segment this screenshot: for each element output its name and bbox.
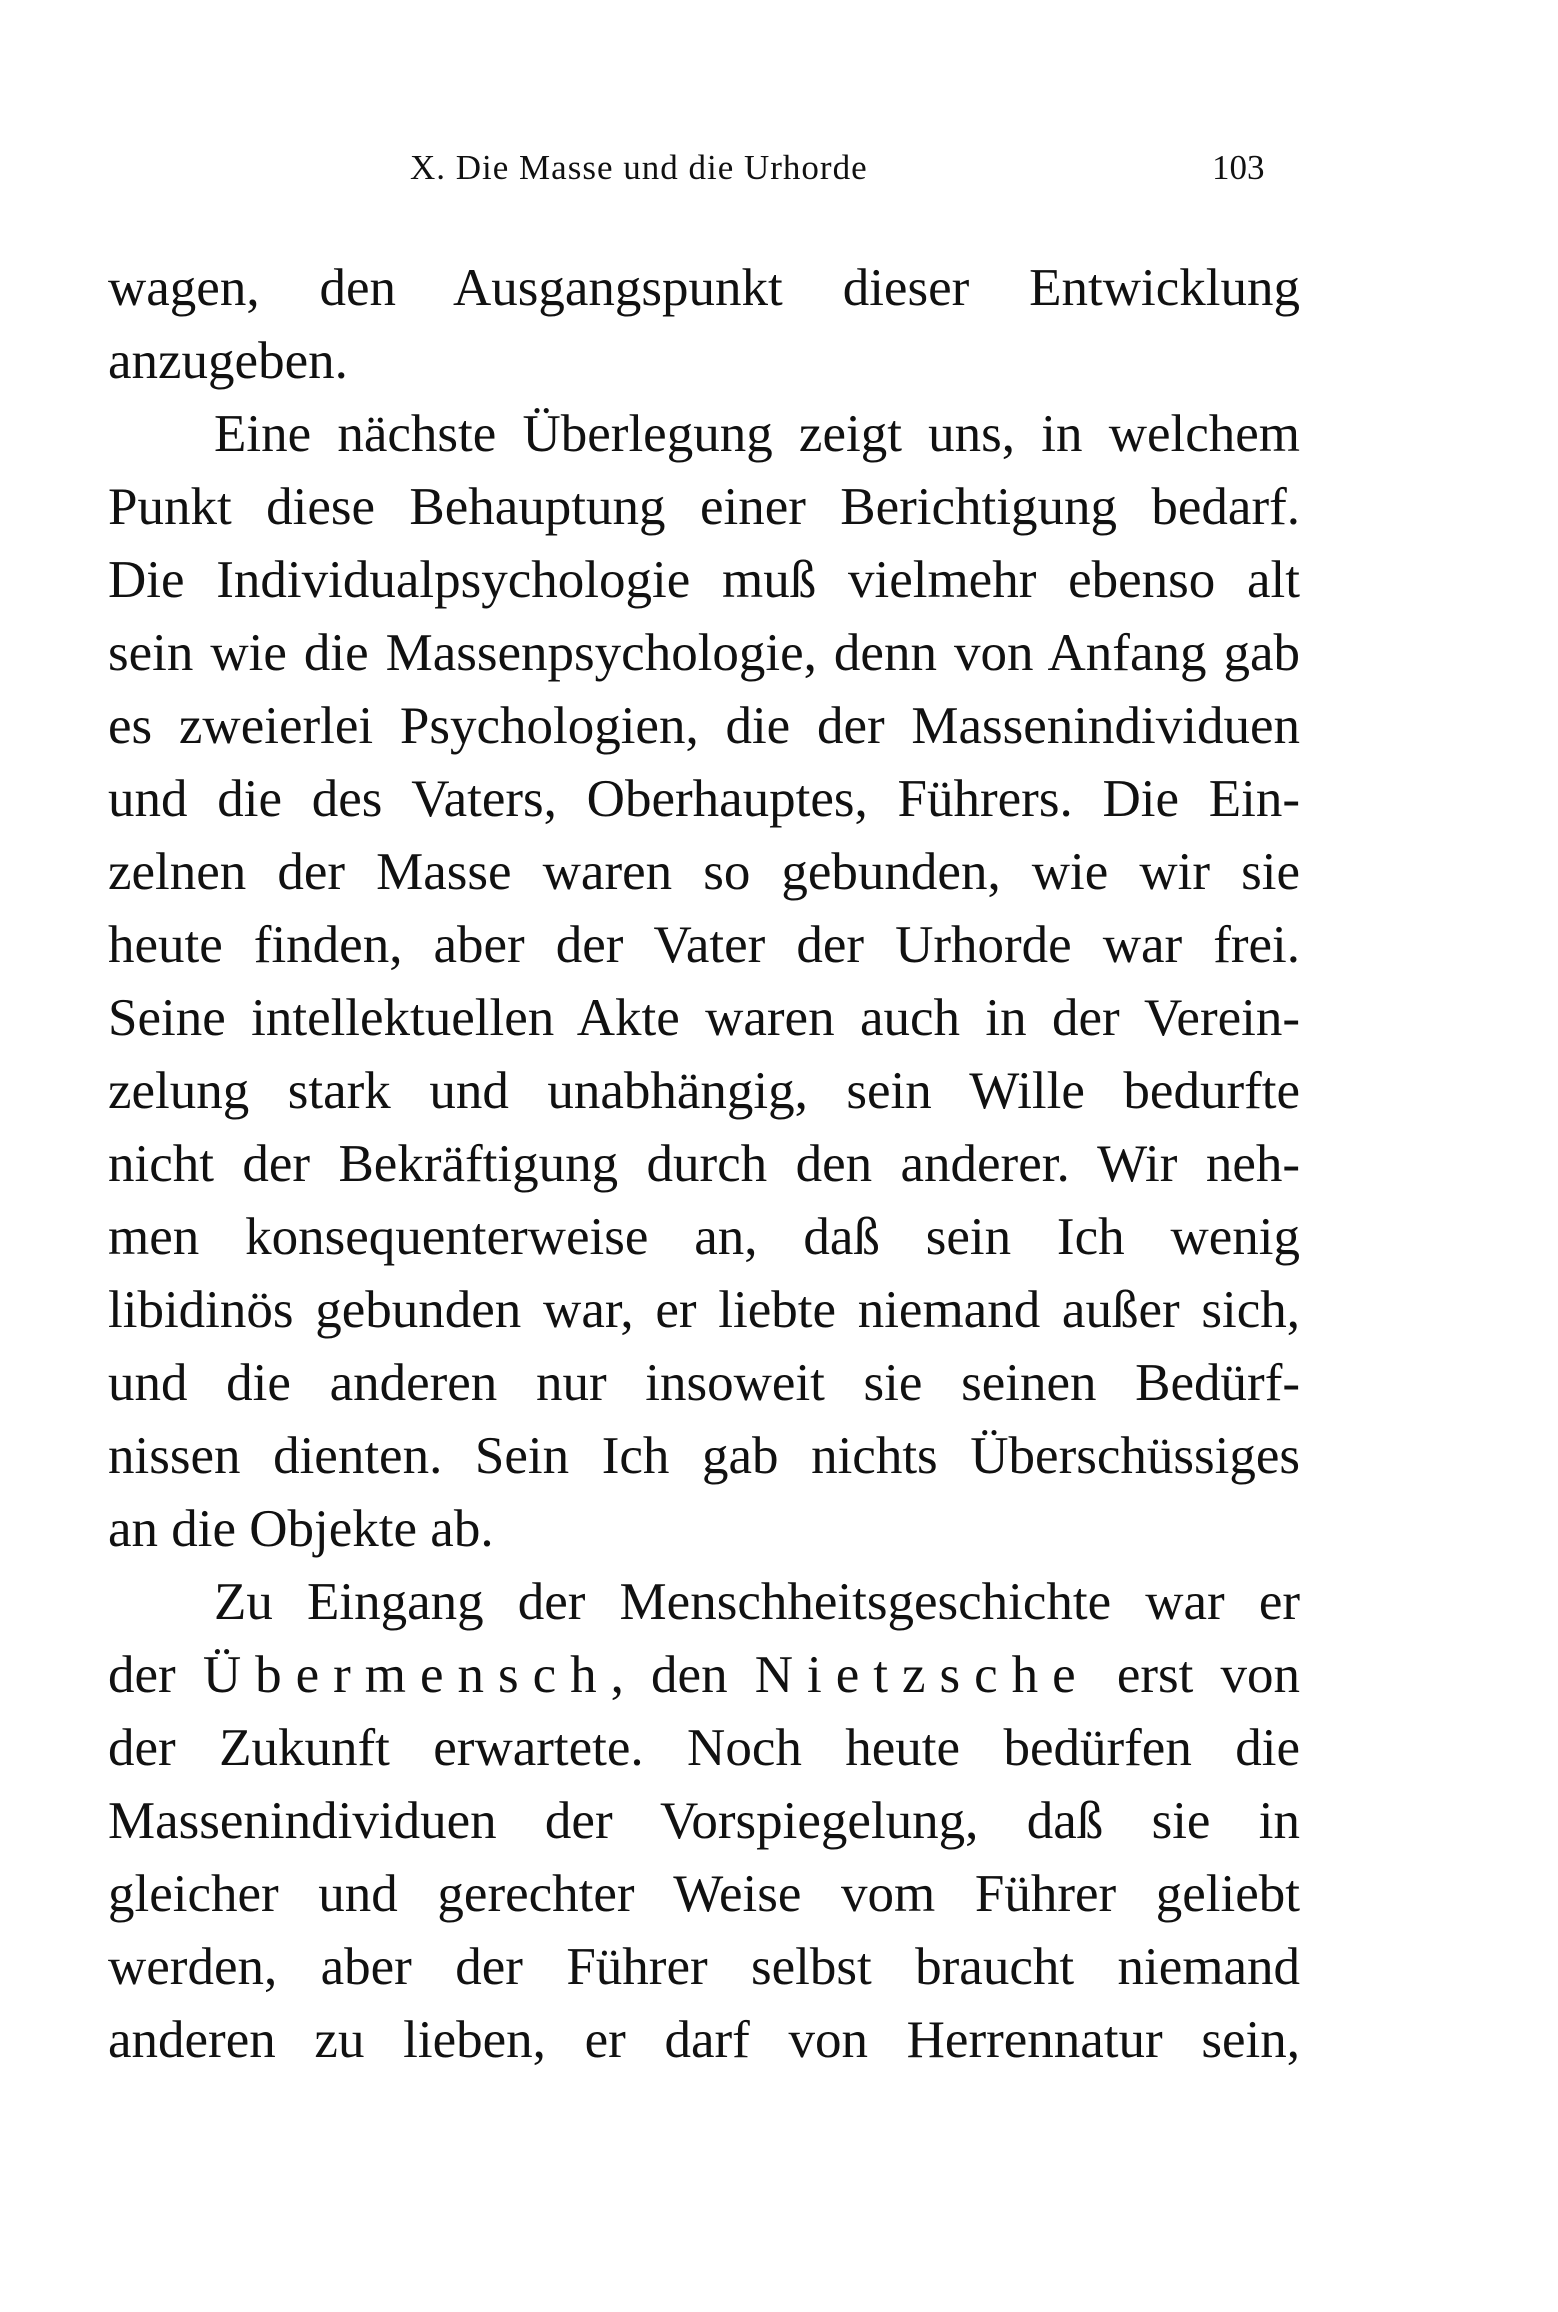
emphasized-word: Nietzsche <box>754 1646 1090 1704</box>
text-line: werden, aber der Führer selbst braucht niemand <box>108 1938 1300 1996</box>
text-line: zelnen der Masse waren so gebunden, wie wir sie <box>108 843 1300 901</box>
emphasized-word: Übermensch <box>202 1646 611 1704</box>
body-text <box>108 252 1300 2077</box>
text-line: und die des Vaters, Oberhauptes, Führers. Die Ein- <box>108 770 1300 828</box>
text-line: zelung stark und unabhängig, sein Wille bedurfte <box>108 1062 1300 1120</box>
text-line: libidinös gebunden war, er liebte niemand außer sich, <box>108 1281 1300 1339</box>
text-line: Die Individualpsychologie muß vielmehr ebenso alt <box>108 551 1300 609</box>
text-line: Eine nächste Überlegung zeigt uns, in welchem <box>214 405 1300 463</box>
text-line: nissen dienten. Sein Ich gab nichts Überschüssiges <box>108 1427 1300 1485</box>
text-line: es zweierlei Psychologien, die der Massenindividuen <box>108 697 1300 755</box>
text-line: men konsequenterweise an, daß sein Ich wenig <box>108 1208 1300 1266</box>
text-line: Massenindividuen der Vorspiegelung, daß sie in <box>108 1792 1300 1850</box>
text-line: nicht der Bekräftigung durch den anderer. Wir neh- <box>108 1135 1300 1193</box>
text-line: gleicher und gerechter Weise vom Führer geliebt <box>108 1865 1300 1923</box>
text-line: der Übermensch, den Nietzsche erst von <box>108 1646 1300 1704</box>
running-head-title: X. Die Masse und die Urhorde <box>410 148 868 187</box>
text-line: Punkt diese Behauptung einer Berichtigung bedarf. <box>108 478 1300 536</box>
text-line: heute finden, aber der Vater der Urhorde war frei. <box>108 916 1300 974</box>
text-line: sein wie die Massenpsychologie, denn von Anfang gab <box>108 624 1300 682</box>
text-line: anderen zu lieben, er darf von Herrennatur sein, <box>108 2011 1300 2069</box>
text-line: Zu Eingang der Menschheitsgeschichte war er <box>214 1573 1300 1631</box>
text-line: der Zukunft erwartete. Noch heute bedürfen die <box>108 1719 1300 1777</box>
text-line: und die anderen nur insoweit sie seinen Bedürf- <box>108 1354 1300 1412</box>
text-line: an die Objekte ab. <box>108 1500 494 1558</box>
text-line: wagen, den Ausgangspunkt dieser Entwicklung <box>108 259 1300 317</box>
page-number: 103 <box>1212 148 1265 187</box>
text-line: anzugeben. <box>108 332 348 390</box>
text-line: Seine intellektuellen Akte waren auch in der Verein- <box>108 989 1300 1047</box>
